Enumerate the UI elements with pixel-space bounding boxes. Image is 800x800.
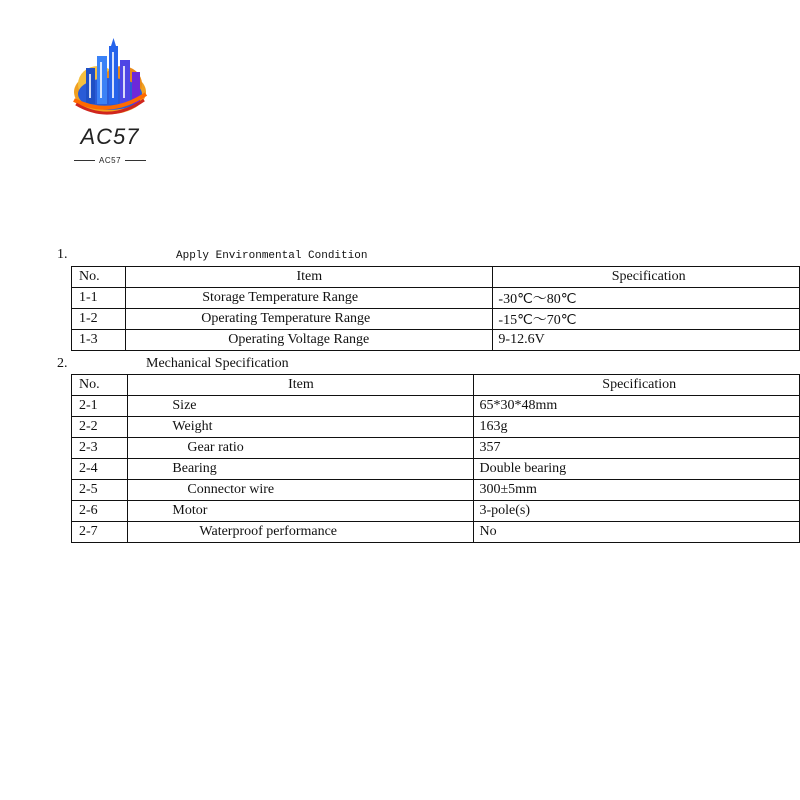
mechanical-specification-table bbox=[71, 374, 800, 543]
row-spec: 65*30*48mm bbox=[474, 396, 800, 417]
environmental-condition-table bbox=[71, 266, 800, 351]
row-spec: Double bearing bbox=[474, 459, 800, 480]
row-no: 1-3 bbox=[72, 330, 126, 351]
table-row bbox=[72, 522, 800, 543]
row-no: 1-2 bbox=[72, 309, 126, 330]
row-spec: -30℃～80℃ bbox=[493, 288, 800, 309]
row-spec: 163g bbox=[474, 417, 800, 438]
row-spec: 357 bbox=[474, 438, 800, 459]
logo-wordmark: AC57 bbox=[80, 124, 140, 149]
row-spec: No bbox=[474, 522, 800, 543]
table-row bbox=[72, 288, 800, 309]
row-spec: 9-12.6V bbox=[493, 330, 800, 351]
logo-divider-left bbox=[74, 160, 95, 161]
table-row bbox=[72, 501, 800, 522]
row-no: 2-1 bbox=[72, 396, 128, 417]
row-no: 2-3 bbox=[72, 438, 128, 459]
table-row bbox=[72, 438, 800, 459]
row-no: 2-6 bbox=[72, 501, 128, 522]
brand-logo bbox=[70, 38, 150, 168]
row-item: Waterproof performance bbox=[128, 522, 474, 543]
row-spec: -15℃～70℃ bbox=[493, 309, 800, 330]
row-item: Weight bbox=[128, 417, 474, 438]
row-item: Gear ratio bbox=[128, 438, 474, 459]
section-2-title: Mechanical Specification bbox=[146, 356, 289, 371]
table-header-row bbox=[72, 267, 800, 288]
row-item: Size bbox=[128, 396, 474, 417]
row-no: 2-7 bbox=[72, 522, 128, 543]
header-no: No. bbox=[72, 375, 128, 396]
row-no: 2-2 bbox=[72, 417, 128, 438]
table-row bbox=[72, 480, 800, 501]
city-cloud-logo-icon bbox=[70, 38, 150, 122]
logo-divider-right bbox=[125, 160, 146, 161]
row-spec: 3-pole(s) bbox=[474, 501, 800, 522]
header-specification: Specification bbox=[474, 375, 800, 396]
header-item: Item bbox=[126, 267, 493, 288]
table-row bbox=[72, 396, 800, 417]
section-1-number: 1. bbox=[57, 247, 68, 262]
row-item: Motor bbox=[128, 501, 474, 522]
row-no: 2-4 bbox=[72, 459, 128, 480]
row-item: Bearing bbox=[128, 459, 474, 480]
row-no: 2-5 bbox=[72, 480, 128, 501]
row-item: Operating Voltage Range bbox=[126, 330, 493, 351]
section-1-title: Apply Environmental Condition bbox=[176, 250, 368, 262]
table-row bbox=[72, 417, 800, 438]
row-item: Storage Temperature Range bbox=[126, 288, 493, 309]
table-row bbox=[72, 309, 800, 330]
logo-subtext: AC57 bbox=[99, 155, 122, 165]
row-no: 1-1 bbox=[72, 288, 126, 309]
section-2-number: 2. bbox=[57, 356, 68, 371]
logo-subline bbox=[74, 154, 146, 166]
table-row bbox=[72, 330, 800, 351]
row-spec: 300±5mm bbox=[474, 480, 800, 501]
row-item: Connector wire bbox=[128, 480, 474, 501]
header-item: Item bbox=[128, 375, 474, 396]
header-specification: Specification bbox=[493, 267, 800, 288]
row-item: Operating Temperature Range bbox=[126, 309, 493, 330]
header-no: No. bbox=[72, 267, 126, 288]
table-header-row bbox=[72, 375, 800, 396]
table-row bbox=[72, 459, 800, 480]
